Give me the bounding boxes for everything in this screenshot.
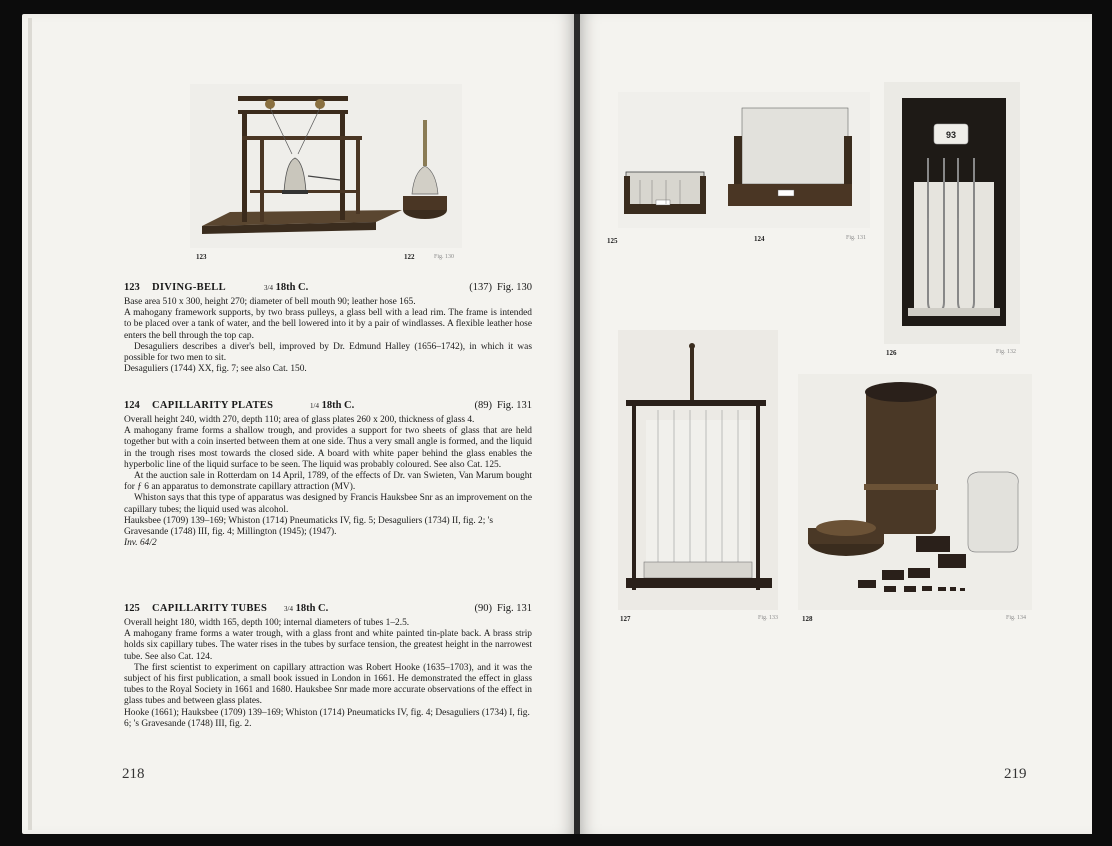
- plate-fig-label: Fig. 133: [758, 615, 779, 621]
- entry-paragraph: At the auction sale in Rotterdam on 14 April, 1789, of the effects of Dr. van Swieten, Van Marum bought for ƒ 6 an apparatus to demonstrate capillary attraction (MV).: [124, 471, 532, 493]
- entry-fig-ref: Fig. 131: [496, 400, 532, 411]
- plate-diving-bell-photo: [190, 84, 462, 248]
- entry-paragraph: The first scientist to experiment on capillary attraction was Robert Hooke (1635–1703), and it was the subject of his first publication, a small book issued in London in 1661. He demonstrated the effect in glass tubes to the Royal Society in 1661 and 1680. Hauksbee Snr made more accurate observations of the effect in glass tubes and between glass plates.: [124, 662, 532, 707]
- entry-inventory: (137): [469, 282, 492, 293]
- entry-inventory: (90): [474, 603, 492, 614]
- entry-fig-ref: Fig. 131: [496, 603, 532, 614]
- catalogue-entry-124: [124, 400, 532, 549]
- book-gutter: [574, 14, 580, 834]
- entry-paragraph: A mahogany framework supports, by two brass pulleys, a glass bell with a lead rim. The frame is intended to be placed over a tank of water, and the bell lowered into it by a pair of windlasses. A flexible leather hose enters the bell through the top cap.: [124, 308, 532, 341]
- entry-references: Hooke (1661); Hauksbee (1709) 139–169; Whiston (1714) Pneumaticks IV, fig. 4; Desaguliers (1734) I, fig. 6; 's Gravesande (1748) III, fig. 2.: [124, 707, 530, 729]
- entry-date: 3/4 18th C.: [284, 603, 329, 614]
- page-number-right: 219: [1004, 766, 1027, 782]
- plate-label-126: 126: [886, 349, 897, 357]
- plate-label-123: 123: [196, 253, 207, 261]
- page-edge: [28, 18, 32, 830]
- plate-label-125: 125: [607, 237, 618, 245]
- catalogue-entry-123: [124, 282, 532, 375]
- entry-paragraph: Overall height 240, width 270, depth 110; area of glass plates 260 x 200, thickness of glass 4.: [124, 415, 475, 425]
- entry-paragraph: A mahogany frame forms a shallow trough, and provides a support for two sheets of glass that are held together but with a coin inserted between them at one side. Thus a very small angle is formed, and the liquid in the trough rises most towards the closed side. A board with white paper behind the glass enables the hyperbolic line of the liquid surface to be seen. The liquid was probably coloured. See also Cat. 125.: [124, 426, 532, 470]
- entry-references: Desaguliers (1744) XX, fig. 7; see also Cat. 150.: [124, 364, 307, 375]
- entry-paragraph: A mahogany frame forms a water trough, with a glass front and white painted tin-plate back. A brass strip holds six capillary tubes. The water rises in the tubes by surface tension, the greatest height in the narrowest tube. See also Cat. 124.: [124, 629, 532, 662]
- plate-fig-label: Fig. 134: [1006, 615, 1027, 621]
- entry-title: CAPILLARITY PLATES: [152, 400, 274, 411]
- plate-126-photo: [884, 82, 1020, 344]
- plate-fig-label: Fig. 132: [996, 349, 1017, 355]
- vessels-and-weights-illustration: [798, 374, 1032, 610]
- plate-label-122: 122: [404, 253, 415, 261]
- plate-label-128: 128: [802, 615, 813, 623]
- entry-number: 125: [124, 603, 140, 614]
- capillarity-plates-illustration: [618, 92, 870, 228]
- entry-paragraph: Whiston says that this type of apparatus was designed by Francis Hauksbee Snr as an improvement on the capillary tubes; the liquid used was alcohol.: [124, 493, 532, 515]
- plate-label-127: 127: [620, 615, 631, 623]
- entry-paragraph: Overall height 180, width 165, depth 100; internal diameters of tubes 1–2.5.: [124, 618, 410, 628]
- entry-heading: [124, 400, 532, 415]
- diving-bell-illustration: [190, 84, 462, 248]
- entry-references: Hauksbee (1709) 139–169; Whiston (1714) Pneumaticks IV, fig. 5; Desaguliers (1734) II, fig. 2; 's Gravesande (1748) III, fig. 4; Millington (1945); (1947).: [124, 515, 493, 538]
- entry-inventory-note: Inv. 64/2: [124, 538, 157, 549]
- entry-inventory: (89): [474, 400, 492, 411]
- plate-127-photo: [618, 330, 778, 610]
- entry-heading: [124, 282, 532, 297]
- entry-number: 123: [124, 282, 140, 293]
- plate-label-124: 124: [754, 235, 765, 243]
- entry-title: CAPILLARITY TUBES: [152, 603, 268, 614]
- plate-fig-label: Fig. 131: [846, 235, 867, 241]
- capillary-tube-stand-illustration: [618, 330, 778, 610]
- entry-title: DIVING-BELL: [152, 282, 226, 293]
- entry-date: 3/4 18th C.: [264, 282, 309, 293]
- plate-128-photo: [798, 374, 1032, 610]
- entry-date: 1/4 18th C.: [310, 400, 355, 411]
- entry-paragraph: Desaguliers describes a diver's bell, improved by Dr. Edmund Halley (1656–1742), in which it was possible for two men to sit.: [124, 341, 532, 364]
- entry-heading: [124, 603, 532, 618]
- capillary-u-tubes-illustration: [884, 82, 1020, 344]
- entry-paragraph: Base area 510 x 300, height 270; diameter of bell mouth 90; leather hose 165.: [124, 297, 416, 307]
- entry-number: 124: [124, 400, 140, 411]
- plate-capillarity-photo: [618, 92, 870, 228]
- catalogue-entry-125: [124, 603, 532, 730]
- plate-126-tag: 93: [945, 130, 957, 140]
- entry-fig-ref: Fig. 130: [496, 282, 532, 293]
- plate-fig-label: Fig. 130: [434, 254, 455, 260]
- page-number-left: 218: [122, 766, 145, 782]
